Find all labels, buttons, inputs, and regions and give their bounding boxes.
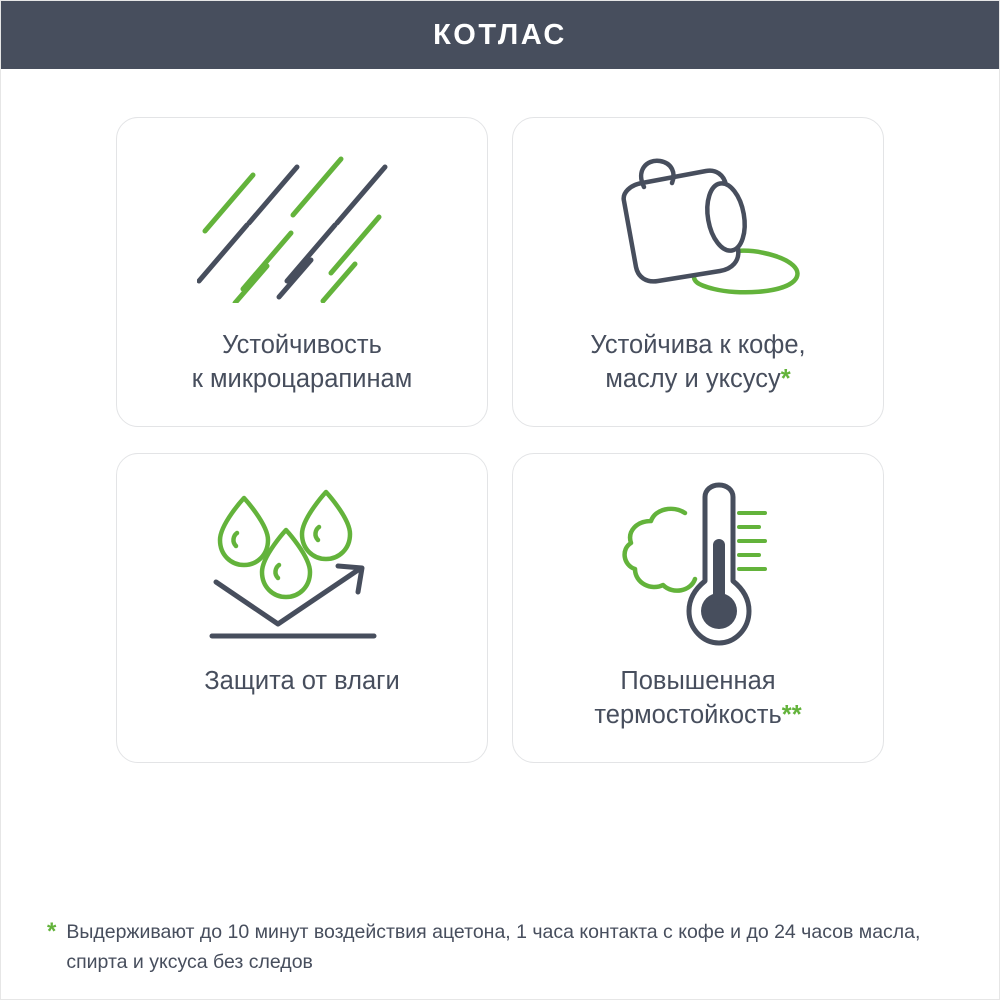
feature-card-moisture-protection	[116, 453, 488, 763]
thermometer-heat-icon	[593, 479, 803, 649]
card-caption	[572, 328, 823, 396]
feature-card-scratch-resistance	[116, 117, 488, 427]
feature-card-heat-resistance	[512, 453, 884, 763]
card-caption-line2: маслу и уксусу	[605, 365, 781, 393]
card-caption	[174, 328, 431, 396]
card-figure	[117, 128, 487, 328]
card-caption-line1: Повышенная	[620, 667, 776, 695]
feature-card-grid	[116, 117, 884, 763]
footnote-line2: до 24 часов масла, спирта и уксуса без следов	[66, 921, 921, 973]
card-caption	[576, 664, 819, 732]
page-title: КОТЛАС	[433, 18, 567, 51]
card-caption-asterisk: *	[780, 365, 791, 393]
card-caption-line2: термостойкость	[594, 701, 782, 729]
scratch-lines-icon	[197, 153, 407, 303]
footnote-text	[66, 917, 959, 977]
card-caption	[186, 664, 417, 698]
card-caption-line2: к микроцарапинам	[191, 365, 413, 393]
water-drops-repel-icon	[202, 484, 402, 644]
footnote-line1: Выдерживают до 10 минут воздействия ацетона, 1 часа контакта с кофе и	[66, 921, 742, 943]
footnote-asterisk: *	[47, 918, 57, 945]
feature-card-stain-resistance	[512, 117, 884, 427]
spilled-cup-icon	[588, 153, 808, 303]
card-figure	[513, 128, 883, 328]
header-bar	[1, 1, 999, 69]
card-caption-line1: Устойчива к кофе,	[590, 331, 806, 359]
card-caption-asterisk: **	[781, 701, 802, 729]
card-caption-line1: Устойчивость	[222, 331, 382, 359]
card-caption-line1: Защита от влаги	[204, 667, 400, 695]
card-figure	[513, 464, 883, 664]
footnote	[47, 917, 959, 977]
card-figure	[117, 464, 487, 664]
